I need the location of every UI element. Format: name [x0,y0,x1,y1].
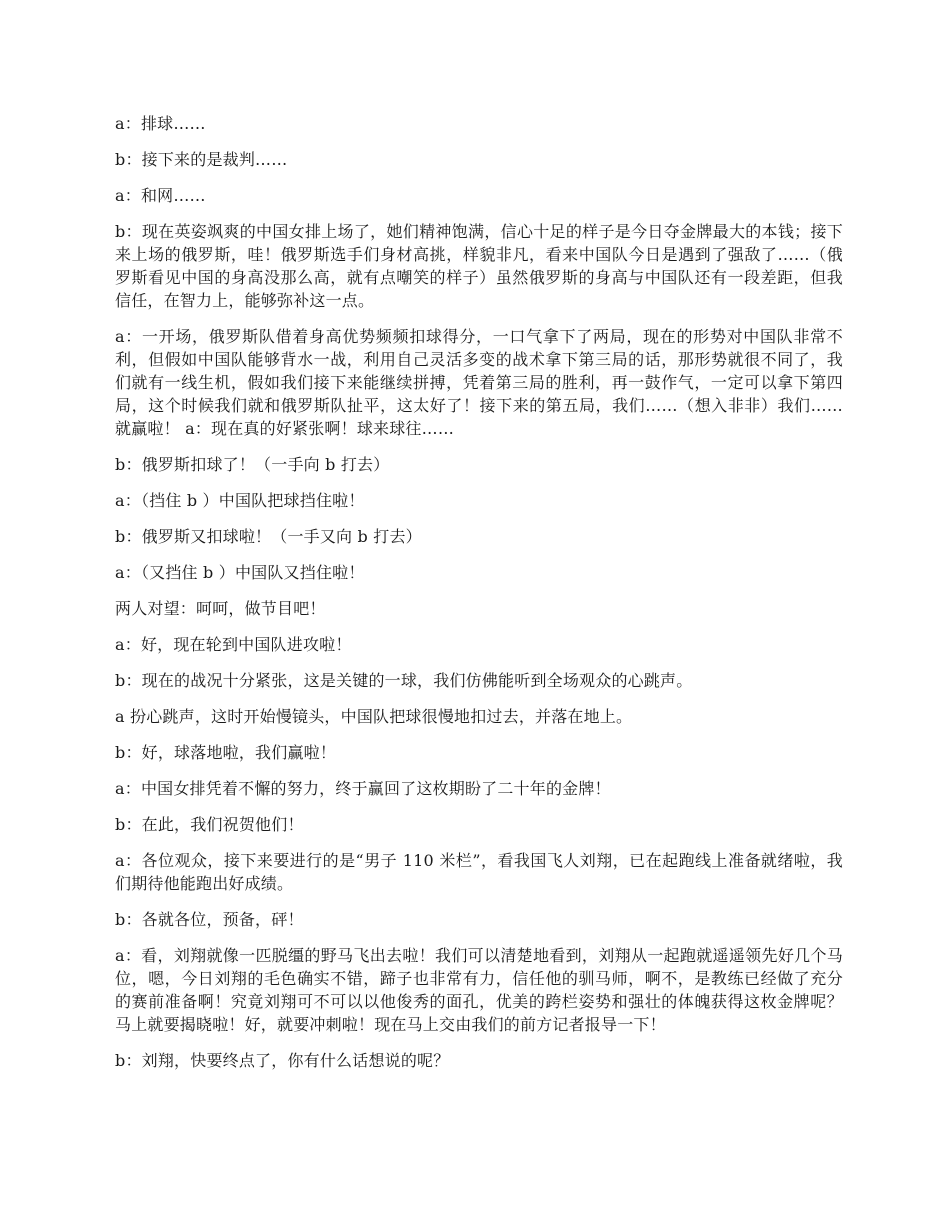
paragraph: a：（又挡住 b ）中国队又挡住啦！ [115,563,365,582]
paragraph: a：排球…… [115,114,206,133]
paragraph: b：俄罗斯扣球了！（一手向 b 打去） [115,455,390,474]
paragraph: a：一开场，俄罗斯队借着身高优势频频扣球得分，一口气拿下了两局，现在的形势对中国队非常不利，但假如中国队能够背水一战，利用自己灵活多变的战术拿下第三局的话，那形势就很不同了，我们就有一线生机，假如我们接下来能继续拼搏，凭着第三局的胜利，再一鼓作气，一定可以拿下第四局，这个时候我们就和俄罗斯队扯平，这太好了！接下来的第五局，我们……（想入非非）我们……就赢啦！ a：现在真的好紧张啊！球来球往…… [115,327,843,438]
paragraph: a 扮心跳声，这时开始慢镜头，中国队把球很慢地扣过去，并落在地上。 [115,707,633,726]
paragraph: a：各位观众，接下来要进行的是“男子 110 米栏”，看我国飞人刘翔，已在起跑线上准备就绪啦，我们期待他能跑出好成绩。 [115,851,843,893]
paragraph: b：刘翔，快要终点了，你有什么话想说的呢？ [115,1051,450,1070]
paragraph: b：接下来的是裁判…… [115,150,288,169]
document-body [115,112,843,1085]
paragraph: a：和网…… [115,186,206,205]
paragraph: b：各就各位，预备，砰！ [115,910,304,929]
paragraph: b：在此，我们祝贺他们！ [115,815,304,834]
paragraph: b：俄罗斯又扣球啦！（一手又向 b 打去） [115,527,422,546]
paragraph: b：现在的战况十分紧张，这是关键的一球，我们仿佛能听到全场观众的心跳声。 [115,671,693,690]
paragraph: a：看，刘翔就像一匹脱缰的野马飞出去啦！我们可以清楚地看到，刘翔从一起跑就遥遥领先好几个马位，嗯，今日刘翔的毛色确实不错，蹄子也非常有力，信任他的驯马师，啊不，是教练已经做了充分的赛前准备啊！究竟刘翔可不可以以他俊秀的面孔，优美的跨栏姿势和强壮的体魄获得这枚金牌呢？马上就要揭晓啦！好，就要冲刺啦！现在马上交由我们的前方记者报导一下！ [115,946,843,1034]
paragraph: a：好，现在轮到中国队进攻啦！ [115,635,352,654]
paragraph: 两人对望：呵呵，做节目吧！ [115,599,326,618]
paragraph: b：现在英姿飒爽的中国女排上场了，她们精神饱满，信心十足的样子是今日夺金牌最大的本钱；接下来上场的俄罗斯，哇！俄罗斯选手们身材高挑，样貌非凡，看来中国队今日是遇到了强敌了……（俄罗斯看见中国的身高没那么高，就有点嘲笑的样子）虽然俄罗斯的身高与中国队还有一段差距，但我信任，在智力上，能够弥补这一点。 [115,222,843,310]
paragraph: a：（挡住 b ）中国队把球挡住啦！ [115,491,365,510]
paragraph: a：中国女排凭着不懈的努力，终于赢回了这枚期盼了二十年的金牌！ [115,779,611,798]
paragraph: b：好，球落地啦，我们赢啦！ [115,743,337,762]
